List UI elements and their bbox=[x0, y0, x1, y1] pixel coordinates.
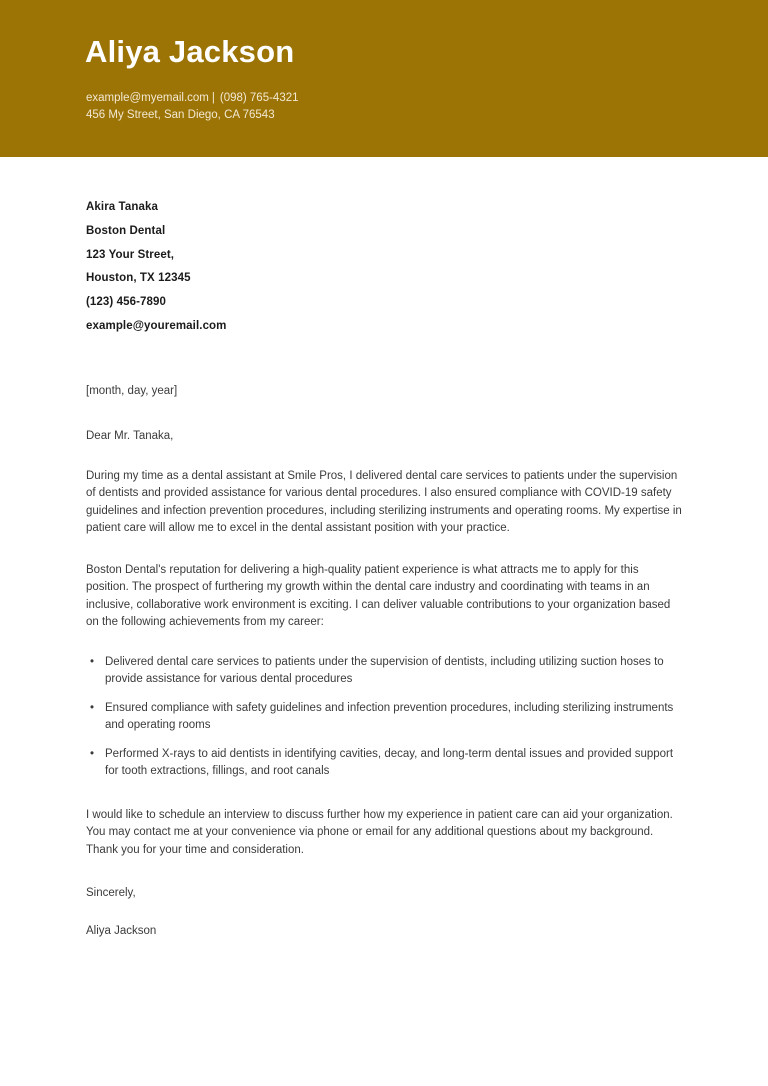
bullet-icon: • bbox=[90, 747, 95, 760]
achievement-text: Ensured compliance with safety guidelines and infection prevention procedures, including sterilizing instruments and operating rooms bbox=[105, 701, 674, 732]
letter-salutation: Dear Mr. Tanaka, bbox=[86, 429, 174, 442]
applicant-email: example@myemail.com bbox=[86, 92, 209, 104]
applicant-address: 456 My Street, San Diego, CA 76543 bbox=[86, 109, 275, 121]
achievement-text: Performed X-rays to aid dentists in identifying cavities, decay, and long-term dental issues and provided support for tooth extractions, fillings, and root canals bbox=[105, 747, 674, 778]
letter-signoff: Sincerely, bbox=[86, 887, 136, 900]
letter-paragraph-1: During my time as a dental assistant at Smile Pros, I delivered dental care services to patients under the supervision of dentists and provided assistance for various dental procedures. I also ensured compliance with COVID-19 safety guidelines and infection prevention procedures, including sterilizing instruments and operating rooms. My expertise in patient care will allow me to excel in the dental assistant position with your practice. bbox=[86, 469, 682, 535]
recipient-phone: (123) 456-7890 bbox=[86, 296, 167, 309]
bullet-icon: • bbox=[90, 655, 95, 668]
applicant-name: Aliya Jackson bbox=[85, 34, 295, 69]
achievement-text: Delivered dental care services to patients under the supervision of dentists, including utilizing suction hoses to provide assistance for various dental procedures bbox=[105, 655, 664, 686]
letter-body bbox=[86, 196, 682, 939]
achievements-list bbox=[86, 654, 682, 781]
recipient-address-block bbox=[86, 196, 682, 339]
recipient-city-state-zip: Houston, TX 12345 bbox=[86, 272, 191, 285]
recipient-company: Boston Dental bbox=[86, 224, 166, 237]
applicant-phone: (098) 765-4321 bbox=[219, 92, 299, 104]
bullet-icon: • bbox=[90, 701, 95, 714]
letter-paragraph-2: Boston Dental's reputation for delivering a high-quality patient experience is what attracts me to apply for this position. The prospect of furthering my growth within the dental care industry and coordinating with teams in an inclusive, collaborative work environment is exciting. I can deliver valuable contributions to your organization based on the following achievements from my career: bbox=[86, 563, 671, 629]
contact-line-email-phone bbox=[86, 90, 299, 107]
recipient-street: 123 Your Street, bbox=[86, 248, 175, 261]
list-item bbox=[86, 700, 682, 735]
recipient-name: Akira Tanaka bbox=[86, 201, 158, 213]
letter-closing-paragraph: I would like to schedule an interview to discuss further how my experience in patient care can aid your organization. You may contact me at your convenience via phone or email for any additional questions about my background. Thank you for your time and consideration. bbox=[86, 808, 673, 856]
list-item bbox=[86, 746, 682, 781]
letter-signature-name: Aliya Jackson bbox=[86, 925, 157, 938]
letter-date: [month, day, year] bbox=[86, 384, 178, 397]
list-item bbox=[86, 654, 682, 689]
recipient-email: example@youremail.com bbox=[86, 319, 227, 332]
contact-separator: | bbox=[211, 92, 215, 104]
applicant-contact-block bbox=[86, 90, 299, 124]
letter-header-band bbox=[0, 0, 768, 157]
